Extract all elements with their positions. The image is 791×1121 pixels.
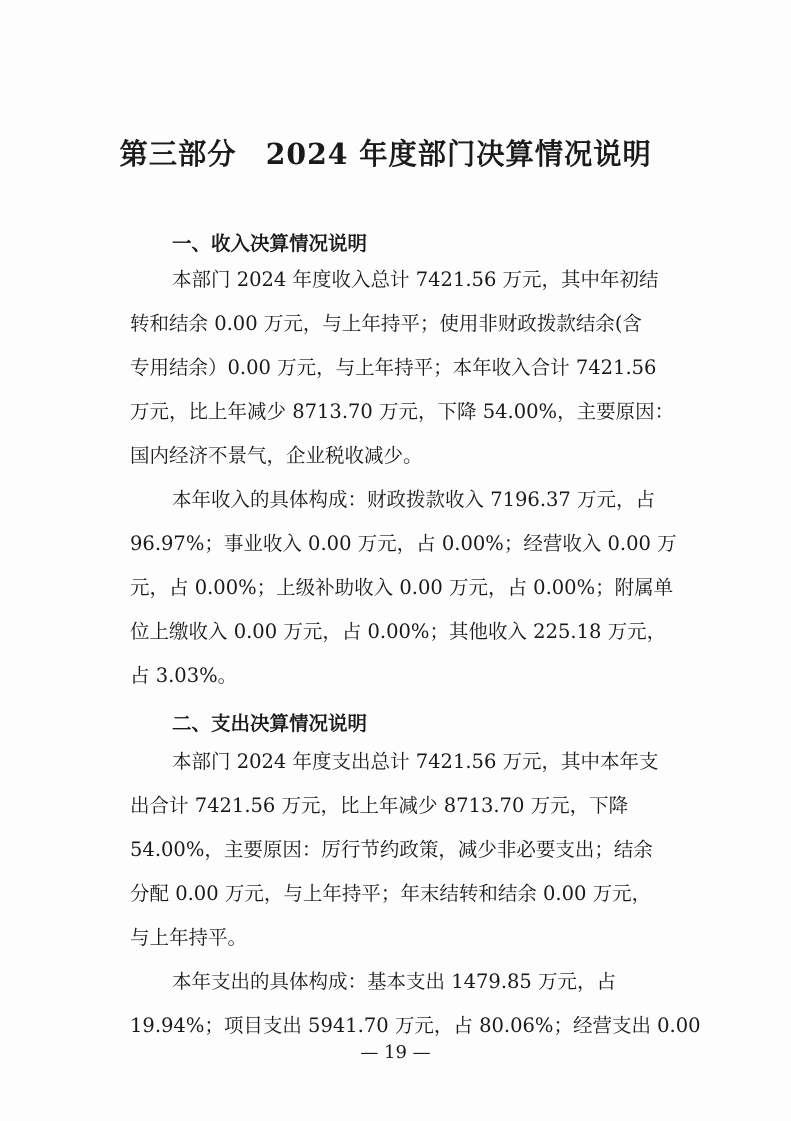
section-heading-income: 一、收入决算情况说明 — [172, 232, 368, 255]
paragraph-line: 国内经济不景气，企业税收减少。 — [130, 444, 423, 467]
paragraph-line: 96.97%；事业收入 0.00 万元，占 0.00%；经营收入 0.00 万 — [130, 532, 677, 555]
paragraph-line: 专用结余）0.00 万元，与上年持平；本年收入合计 7421.56 — [130, 356, 657, 379]
paragraph-line: 本年收入的具体构成：财政拨款收入 7196.37 万元，占 — [172, 488, 656, 511]
paragraph-line: 54.00%，主要原因：厉行节约政策，减少非必要支出；结余 — [130, 838, 653, 861]
paragraph-line: 19.94%；项目支出 5941.70 万元，占 80.06%；经营支出 0.00 — [130, 1014, 701, 1037]
title-part: 第三部分 — [119, 137, 237, 171]
paragraph-line: 元，占 0.00%；上级补助收入 0.00 万元，占 0.00%；附属单 — [130, 576, 674, 599]
paragraph-line: 位上缴收入 0.00 万元，占 0.00%；其他收入 225.18 万元， — [130, 620, 667, 643]
paragraph-line: 转和结余 0.00 万元，与上年持平；使用非财政拨款结余(含 — [130, 312, 642, 335]
page-title — [0, 132, 771, 173]
paragraph-line: 本年支出的具体构成：基本支出 1479.85 万元，占 — [172, 970, 617, 993]
paragraph-line: 本部门 2024 年度支出总计 7421.56 万元，其中本年支 — [172, 750, 659, 773]
section-heading-expenditure: 二、支出决算情况说明 — [172, 712, 368, 735]
paragraph-line: 万元，比上年减少 8713.70 万元，下降 54.00%，主要原因： — [130, 400, 675, 423]
paragraph-line: 出合计 7421.56 万元，比上年减少 8713.70 万元，下降 — [130, 794, 629, 817]
paragraph-line: 分配 0.00 万元，与上年持平；年末结转和结余 0.00 万元， — [130, 882, 652, 905]
paragraph-line: 本部门 2024 年度收入总计 7421.56 万元，其中年初结 — [172, 268, 659, 291]
page-number: — 19 — — [360, 1042, 431, 1063]
paragraph-line: 与上年持平。 — [130, 926, 248, 949]
title-text: 2024 年度部门决算情况说明 — [265, 137, 652, 171]
paragraph-line: 占 3.03%。 — [130, 664, 238, 687]
